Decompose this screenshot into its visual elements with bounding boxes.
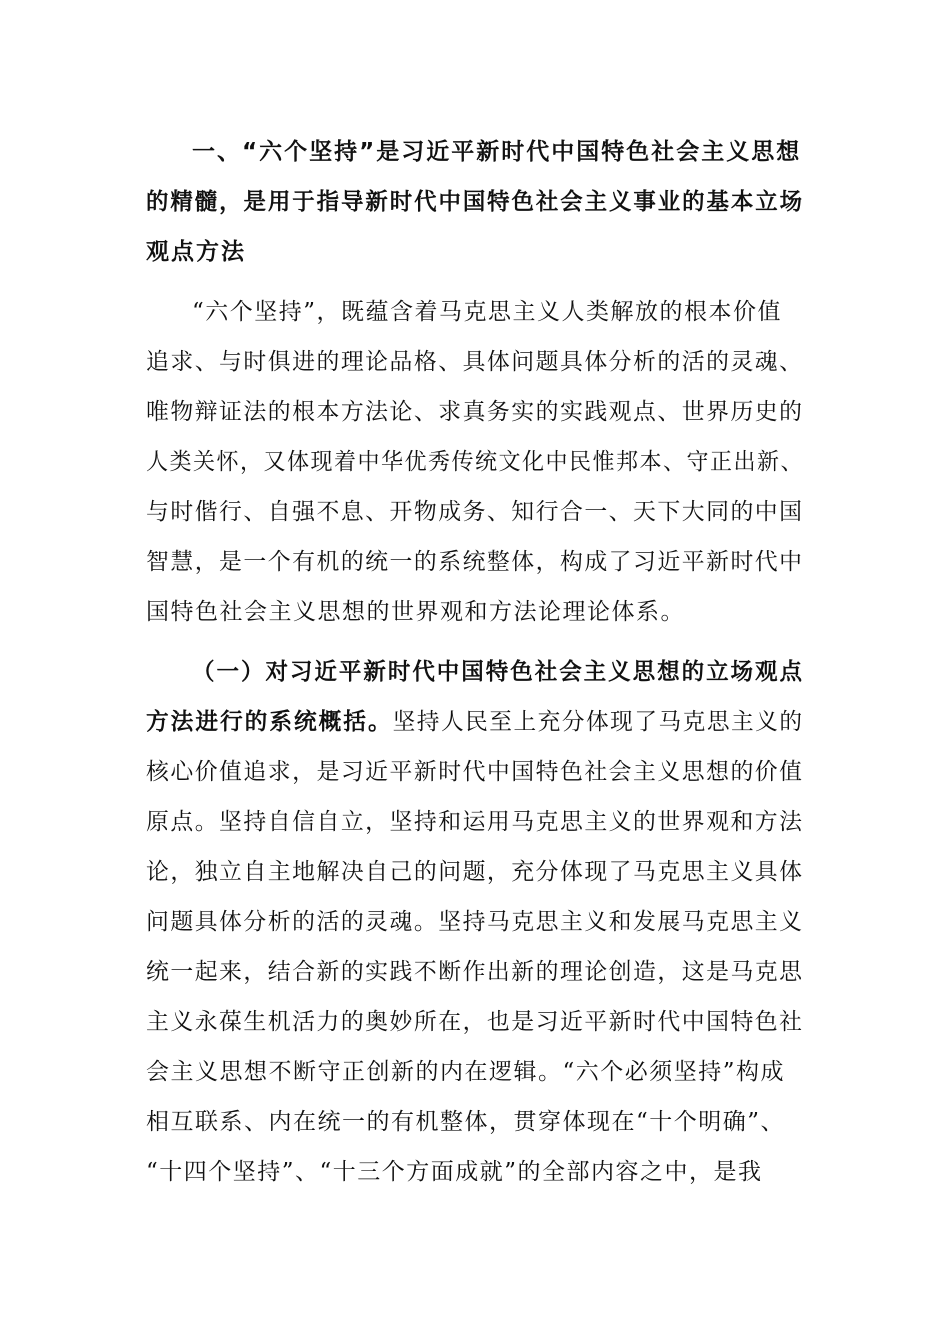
paragraph-line: 论，独立自主地解决自己的问题，充分体现了马克思主义具体 xyxy=(146,859,804,885)
paragraph-line: “六个坚持”，既蕴含着马克思主义人类解放的根本价值 xyxy=(192,299,783,325)
paragraph-line: 国特色社会主义思想的世界观和方法论理论体系。 xyxy=(146,599,685,625)
paragraph-line: 会主义思想不断守正创新的内在逻辑。“六个必须坚持”构成 xyxy=(146,1059,786,1085)
paragraph-line: 追求、与时俱进的理论品格、具体问题具体分析的活的灵魂、 xyxy=(146,349,804,375)
paragraph-line: 人类关怀，又体现着中华优秀传统文化中民惟邦本、守正出新、 xyxy=(146,449,804,475)
heading-line: 的精髓，是用于指导新时代中国特色社会主义事业的基本立场 xyxy=(146,189,804,215)
paragraph-line: 统一起来，结合新的实践不断作出新的理论创造，这是马克思 xyxy=(146,959,804,985)
paragraph-text: 坚持人民至上充分体现了马克思主义的 xyxy=(392,709,804,735)
paragraph-line: 智慧，是一个有机的统一的系统整体，构成了习近平新时代中 xyxy=(146,549,804,575)
subheading-line: （一）对习近平新时代中国特色社会主义思想的立场观点 xyxy=(192,659,804,685)
heading-line: 一、“六个坚持”是习近平新时代中国特色社会主义思想 xyxy=(192,139,802,165)
paragraph-line: 相互联系、内在统一的有机整体，贯穿体现在“十个明确”、 xyxy=(146,1109,786,1135)
paragraph-line: 问题具体分析的活的灵魂。坚持马克思主义和发展马克思主义 xyxy=(146,909,804,935)
paragraph-line: “十四个坚持”、“十三个方面成就”的全部内容之中，是我 xyxy=(146,1159,763,1185)
paragraph-line xyxy=(146,706,804,738)
paragraph-line: 唯物辩证法的根本方法论、求真务实的实践观点、世界历史的 xyxy=(146,399,804,425)
paragraph-line: 与时偕行、自强不息、开物成务、知行合一、天下大同的中国 xyxy=(146,499,804,525)
paragraph-line: 核心价值追求，是习近平新时代中国特色社会主义思想的价值 xyxy=(146,759,804,785)
paragraph-line: 原点。坚持自信自立，坚持和运用马克思主义的世界观和方法 xyxy=(146,809,804,835)
paragraph-line: 主义永葆生机活力的奥妙所在，也是习近平新时代中国特色社 xyxy=(146,1009,804,1035)
subheading-tail: 方法进行的系统概括。 xyxy=(146,709,393,735)
heading-line: 观点方法 xyxy=(146,239,246,265)
